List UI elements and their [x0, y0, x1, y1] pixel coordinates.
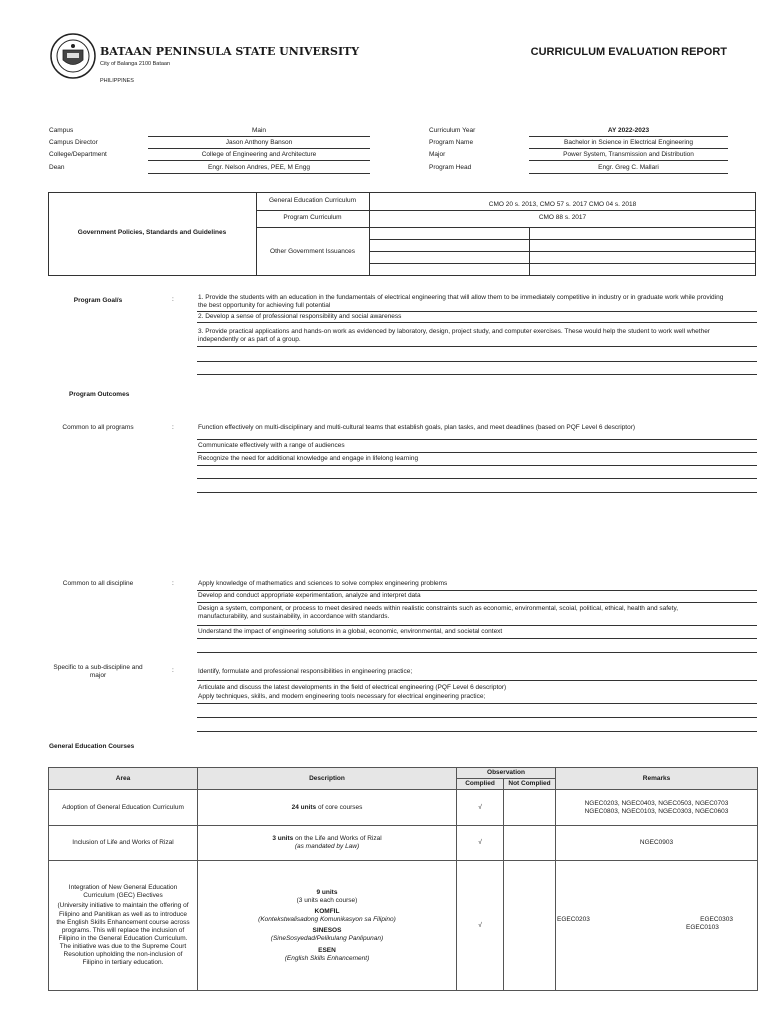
program-goals-label: Program Goal/s — [73, 297, 123, 304]
ge-courses-title: General Education Courses — [49, 743, 135, 750]
remarks-code: EGEC0103 — [686, 923, 719, 931]
table-row — [49, 790, 758, 826]
header-observation: Observation — [457, 768, 556, 779]
complied-cell: √ — [457, 826, 504, 861]
course-full: (Kontekstwalisadong Komunikasyon sa Filipino) — [258, 916, 396, 924]
header-description: Description — [198, 768, 457, 790]
not-complied-cell — [504, 826, 556, 861]
info-value: Main — [251, 127, 267, 134]
not-complied-cell — [504, 861, 556, 991]
course-name: ESEN — [318, 946, 336, 954]
remarks-cell: NGEC0203, NGEC0403, NGEC0503, NGEC0703 NGEC0803, NGEC0103, NGEC0303, NGEC0603 — [556, 790, 758, 826]
not-complied-cell — [504, 790, 556, 826]
info-value: College of Engineering and Architecture — [201, 151, 317, 158]
outcome-item: Apply techniques, skills, and modern engineering tools necessary for electrical engineering practice; — [198, 693, 486, 700]
description-cell — [198, 826, 457, 861]
info-label: Program Name — [429, 139, 474, 146]
outcome-item: Apply knowledge of mathematics and sciences to solve complex engineering problems — [198, 580, 448, 587]
ge-courses-table — [48, 767, 758, 991]
info-label: Campus — [49, 127, 74, 134]
info-label: Curriculum Year — [429, 127, 476, 134]
course-name: KOMFIL — [314, 908, 340, 915]
goal-item: 2. Develop a sense of professional responsibility and social awareness — [198, 313, 402, 320]
policies-title: Government Policies, Standards and Guidelines — [77, 229, 227, 236]
university-seal — [50, 33, 96, 79]
complied-cell: √ — [457, 861, 504, 991]
course-full: (English Skills Enhancement) — [284, 954, 370, 962]
info-label: Program Head — [429, 164, 472, 171]
units-text: 24 units — [291, 803, 317, 811]
desc-text: of core courses — [316, 803, 363, 811]
program-outcomes-title: Program Outcomes — [69, 391, 130, 398]
remarks-code: EGEC0203 — [557, 915, 590, 923]
outcome-group-label: Common to all discipline — [62, 580, 134, 587]
info-value: Jason Anthony Banson — [225, 139, 293, 146]
info-value: Bachelor in Science in Electrical Engineering — [564, 139, 693, 146]
units-each: (3 units each course) — [296, 896, 358, 904]
area-title: Integration of New General Education Curriculum (GEC) Electives — [68, 884, 178, 900]
area-cell — [49, 861, 198, 991]
colon: : — [172, 667, 174, 674]
policy-label: Program Curriculum — [283, 214, 342, 221]
area-cell: Adoption of General Education Curriculum — [49, 790, 198, 826]
table-row — [49, 826, 758, 861]
info-value: Engr. Greg C. Mallari — [598, 164, 659, 171]
desc-text: on the Life and Works of Rizal — [293, 835, 382, 843]
policy-value: CMO 88 s. 2017 — [538, 214, 587, 221]
remarks-cell — [556, 861, 758, 991]
info-label: Major — [429, 151, 446, 158]
remarks-cell: NGEC0903 — [556, 826, 758, 861]
header-not-complied: Not Complied — [504, 779, 556, 790]
area-note: (University initiative to maintain the offering of Filipino and Panitikan as well as to introduce the English Skills Enhancement course across programs. This will replace the inclusion of Filipino in the General Education Curriculum. The initiative was due to the Supreme Court Resolution upholding the non-inclusion of Filipino in tertiary education. — [56, 902, 190, 967]
colon: : — [172, 424, 174, 431]
area-cell: Inclusion of Life and Works of Rizal — [49, 826, 198, 861]
university-address: City of Balanga 2100 Bataan — [100, 61, 171, 67]
outcome-item: Identify, formulate and professional responsibilities in engineering practice; — [198, 668, 413, 675]
header-complied: Complied — [457, 779, 504, 790]
policy-value: CMO 20 s. 2013, CMO 57 s. 2017 CMO 04 s. 2018 — [488, 201, 637, 208]
outcome-item: Design a system, component, or process to meet desired needs within realistic constraints such as economic, environmental, scoial, political, ethical, health and safety, manufacturability, and sustainability, in accordance with standards. — [198, 605, 679, 621]
header-remarks: Remarks — [556, 768, 758, 790]
policy-label: Other Government Issuances — [270, 248, 355, 255]
colon: : — [172, 296, 174, 303]
description-cell — [198, 861, 457, 991]
outcome-item: Articulate and discuss the latest developments in the field of electrical engineering (PQF Level 6 descriptor) — [198, 684, 507, 691]
outcome-item: Develop and conduct appropriate experimentation, analyze and interpret data — [198, 592, 421, 599]
course-full: (SineSosyedad/Pelikulang Panlipunan) — [270, 935, 384, 943]
info-value: AY 2022-2023 — [607, 127, 650, 134]
outcome-item: Recognize the need for additional knowledge and engage in lifelong learning — [198, 455, 419, 462]
units-text: 3 units — [272, 835, 294, 843]
remarks-code: EGEC0303 — [700, 915, 733, 923]
description-cell — [198, 790, 457, 826]
units-text: 9 units — [316, 888, 338, 896]
info-label: College/Department — [49, 151, 107, 158]
course-name: SINESOS — [312, 927, 342, 935]
header-area: Area — [49, 768, 198, 790]
outcome-item: Function effectively on multi-disciplinary and multi-cultural teams that establish goals, plan tasks, and meet deadlines (based on PQF Level 6 descriptor) — [198, 424, 636, 431]
info-label: Campus Director — [49, 139, 98, 146]
goal-item: 1. Provide the students with an education in the fundamentals of electrical engineering that will allow them to be immediately competitive in industry or in graduate work while providing the best opportunity for achieving full potential — [198, 294, 724, 310]
mandate-note: (as mandated by Law) — [294, 843, 360, 851]
outcome-group-label: Specific to a sub-discipline and major — [53, 664, 143, 680]
goal-item: 3. Provide practical applications and hands-on work as evidenced by laboratory, design, project study, and computer exercises. These would help the student to work well whether independently or as part of a group. — [198, 328, 710, 344]
colon: : — [172, 580, 174, 587]
info-value: Power System, Transmission and Distribution — [563, 151, 694, 158]
university-name: BATAAN PENINSULA STATE UNIVERSITY — [100, 45, 360, 58]
policy-label: General Education Curriculum — [268, 197, 357, 204]
info-label: Dean — [49, 164, 65, 171]
complied-cell: √ — [457, 790, 504, 826]
table-row — [49, 861, 758, 991]
country: PHILIPPINES — [100, 78, 134, 84]
outcome-group-label: Common to all programs — [62, 424, 134, 431]
report-title: CURRICULUM EVALUATION REPORT — [530, 46, 727, 58]
info-value: Engr. Nelson Andres, PEE, M Engg — [208, 164, 310, 171]
outcome-item: Understand the impact of engineering solutions in a global, economic, environmental, and societal context — [198, 628, 503, 635]
outcome-item: Communicate effectively with a range of audiences — [198, 442, 345, 449]
